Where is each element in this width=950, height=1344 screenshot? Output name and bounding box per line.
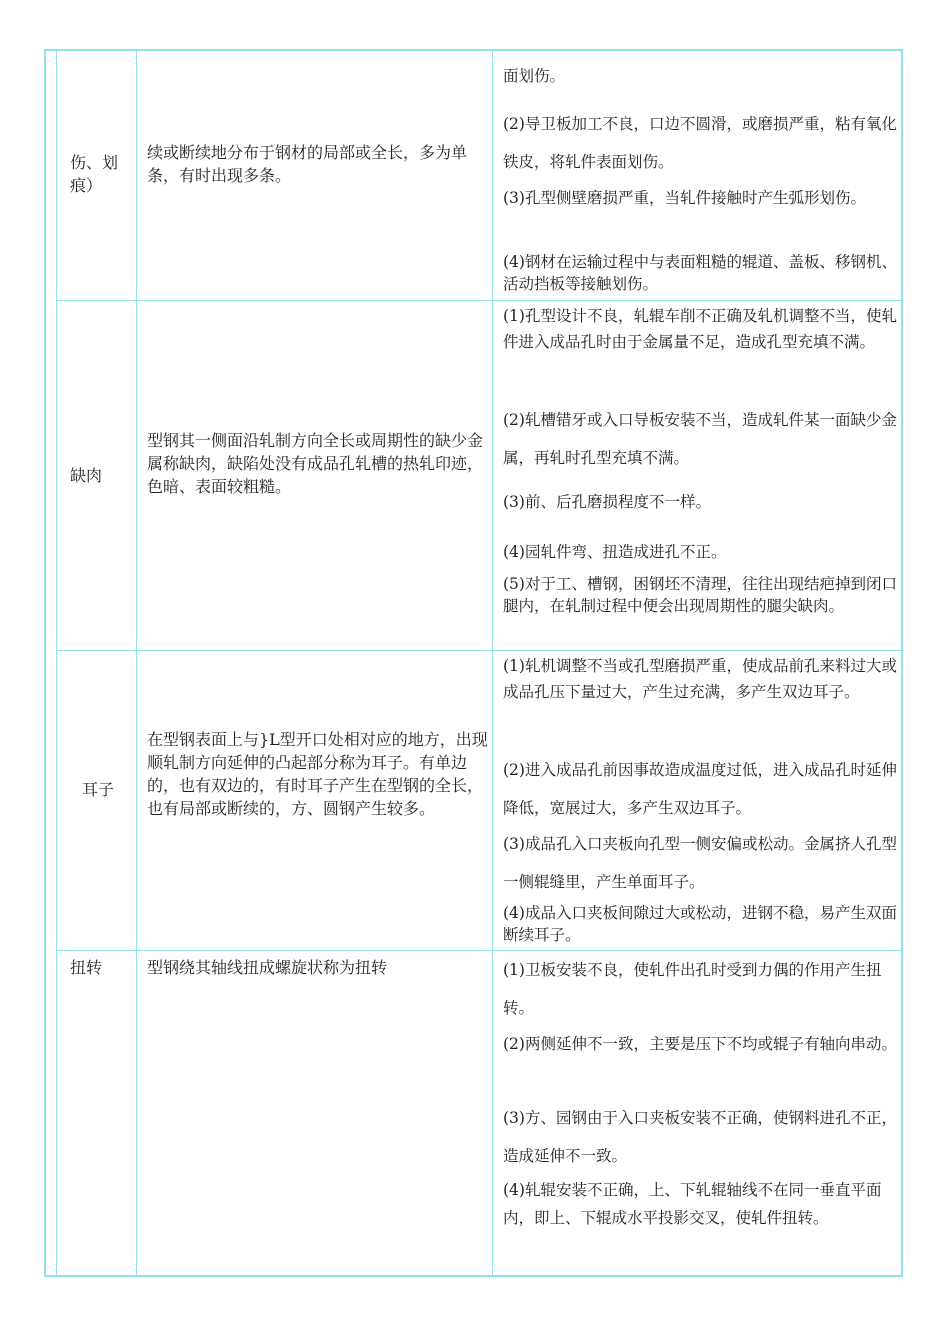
cause-item: 面划伤。 xyxy=(503,67,566,85)
defect-name-cell xyxy=(56,651,137,950)
cause-item: (1)孔型设计不良，轧辊车削不正确及轧机调整不当，使轧件进入成品孔时由于金属量不足，造成孔型充填不满。 xyxy=(503,307,897,351)
defect-causes-cell xyxy=(493,51,901,300)
defect-description-cell xyxy=(137,51,493,300)
defect-causes-cell xyxy=(493,951,901,1277)
cause-item: (3)成品孔入口夹板向孔型一侧安偏或松动。金属挤人孔型一侧辊缝里，产生单面耳子。 xyxy=(503,835,897,891)
defect-description: 在型钢表面上与}L型开口处相对应的地方，出现顺轧制方向延伸的凸起部分称为耳子。有单边的，也有双边的，有时耳子产生在型钢的全长，也有局部或断续的，方、圆钢产生较多。 xyxy=(147,730,488,818)
cause-item: (3)孔型侧壁磨损严重，当轧件接触时产生弧形划伤。 xyxy=(503,189,866,207)
defect-causes-cell xyxy=(493,651,901,950)
table-row xyxy=(56,51,901,301)
defect-name: 扭转 xyxy=(70,958,103,977)
cause-item: (3)方、园钢由于入口夹板安装不正确，使钢料进孔不正，造成延伸不一致。 xyxy=(503,1109,897,1165)
cause-item: (4)成品入口夹板间隙过大或松动，进钢不稳，易产生双面断续耳子。 xyxy=(503,904,897,944)
defect-name-cell xyxy=(56,51,137,300)
defect-name-cell xyxy=(56,301,137,650)
defect-table xyxy=(44,49,903,1277)
defect-description: 型钢其一侧面沿轧制方向全长或周期性的缺少金属称缺肉，缺陷处没有成品孔轧槽的热轧印迹，色暗、表面较粗糙。 xyxy=(147,431,484,496)
cause-item: (2)进入成品孔前因事故造成温度过低，进入成品孔时延伸降低，宽展过大，多产生双边耳子。 xyxy=(503,761,897,817)
cause-item: (4)轧辊安装不正确，上、下轧辊轴线不在同一垂直平面内，即上、下辊成水平投影交叉，使轧件扭转。 xyxy=(503,1181,882,1227)
cause-item: (2)导卫板加工不良，口边不圆滑，或磨损严重，粘有氧化铁皮，将轧件表面划伤。 xyxy=(503,115,897,171)
cause-item: (2)轧槽错牙或入口导板安装不当，造成轧件某一面缺少金属，再轧时孔型充填不满。 xyxy=(503,411,897,467)
cause-item: (2)两侧延伸不一致，主要是压下不均或辊子有轴向串动。 xyxy=(503,1035,897,1053)
defect-name: 耳子 xyxy=(82,780,115,799)
cause-item: (1)轧机调整不当或孔型磨损严重，使成品前孔来料过大或成品孔压下量过大，产生过充满，多产生双边耳子。 xyxy=(503,657,897,701)
defect-name-cell xyxy=(56,951,137,1277)
defect-description-cell xyxy=(137,301,493,650)
cause-item: (3)前、后孔磨损程度不一样。 xyxy=(503,493,711,511)
cause-item: (5)对于工、槽钢，困钢坯不清理，往往出现结疤掉到闭口腿内，在轧制过程中便会出现周期性的腿尖缺肉。 xyxy=(503,575,897,615)
defect-description-cell xyxy=(137,651,493,950)
defect-description: 续或断续地分布于钢材的局部或全长，多为单条，有时出现多条。 xyxy=(147,143,468,185)
table-row xyxy=(56,301,901,651)
defect-description: 型钢绕其轴线扭成螺旋状称为扭转 xyxy=(147,958,388,977)
defect-description-cell xyxy=(137,951,493,1277)
defect-name: 伤、划痕） xyxy=(70,153,119,195)
table-row xyxy=(56,651,901,951)
defect-causes-cell xyxy=(493,301,901,650)
cause-item: (4)园轧件弯、扭造成进孔不正。 xyxy=(503,543,727,561)
table-row xyxy=(56,951,901,1277)
cause-item: (1)卫板安装不良，使轧件出孔时受到力偶的作用产生扭转。 xyxy=(503,961,882,1017)
cause-item: (4)钢材在运输过程中与表面粗糙的辊道、盖板、移钢机、活动挡板等接触划伤。 xyxy=(503,253,897,293)
defect-name: 缺肉 xyxy=(70,466,103,485)
